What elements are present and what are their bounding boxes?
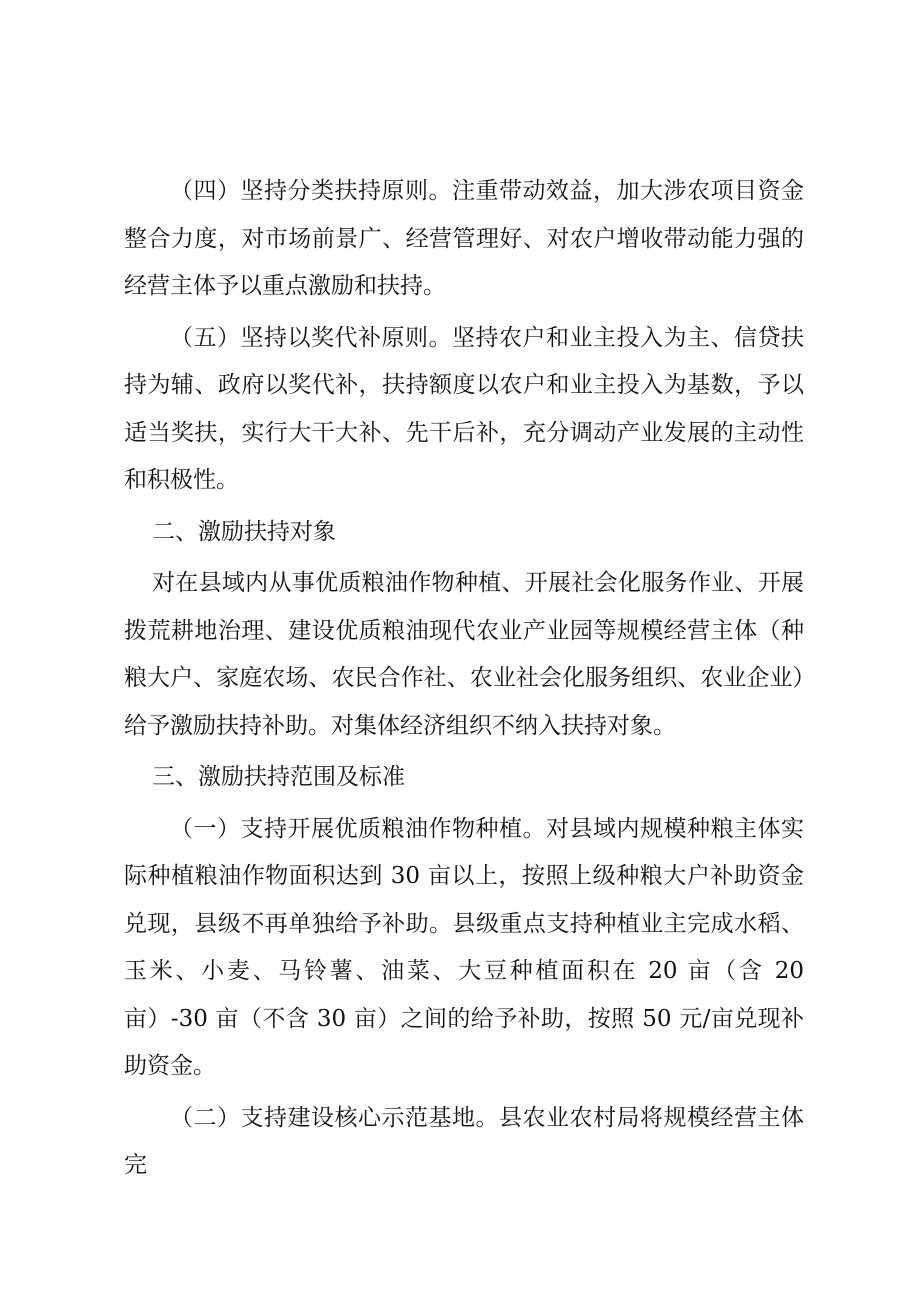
section-heading-2: 二、激励扶持对象 <box>152 518 336 545</box>
paragraph-support-1: （一）支持开展优质粮油作物种植。对县域内规模种粮主体实际种植粮油作物面积达到 30 亩以上，按照上级种粮大户补助资金兑现，县级不再单独给予补助。县级重点支持种植业主完成水稻、玉米、小麦、马铃薯、油菜、大豆种植面积在 20 亩（含 20 亩）-30 亩（不含 30 亩）之间的给予补助，按照 50 元/亩兑现补助资金。 <box>124 815 804 1079</box>
paragraph-principle-5: （五）坚持以奖代补原则。坚持农户和业主投入为主、信贷扶持为辅、政府以奖代补，扶持额度以农户和业主投入为基数，予以适当奖扶，实行大干大补、先干后补，充分调动产业发展的主动性和积极性。 <box>124 324 804 493</box>
paragraph-principle-4: （四）坚持分类扶持原则。注重带动效益，加大涉农项目资金整合力度，对市场前景广、经营管理好、对农户增收带动能力强的经营主体予以重点激励和扶持。 <box>124 178 804 299</box>
paragraph-support-targets: 对在县域内从事优质粮油作物种植、开展社会化服务作业、开展拨荒耕地治理、建设优质粮油现代农业产业园等规模经营主体（种粮大户、家庭农场、农民合作社、农业社会化服务组织、农业企业）给予激励扶持补助。对集体经济组织不纳入扶持对象。 <box>124 570 804 739</box>
document-body <box>124 168 804 1190</box>
section-heading-3: 三、激励扶持范围及标准 <box>152 764 405 790</box>
paragraph-support-2: （二）支持建设核心示范基地。县农业农村局将规模经营主体完 <box>124 1104 804 1178</box>
